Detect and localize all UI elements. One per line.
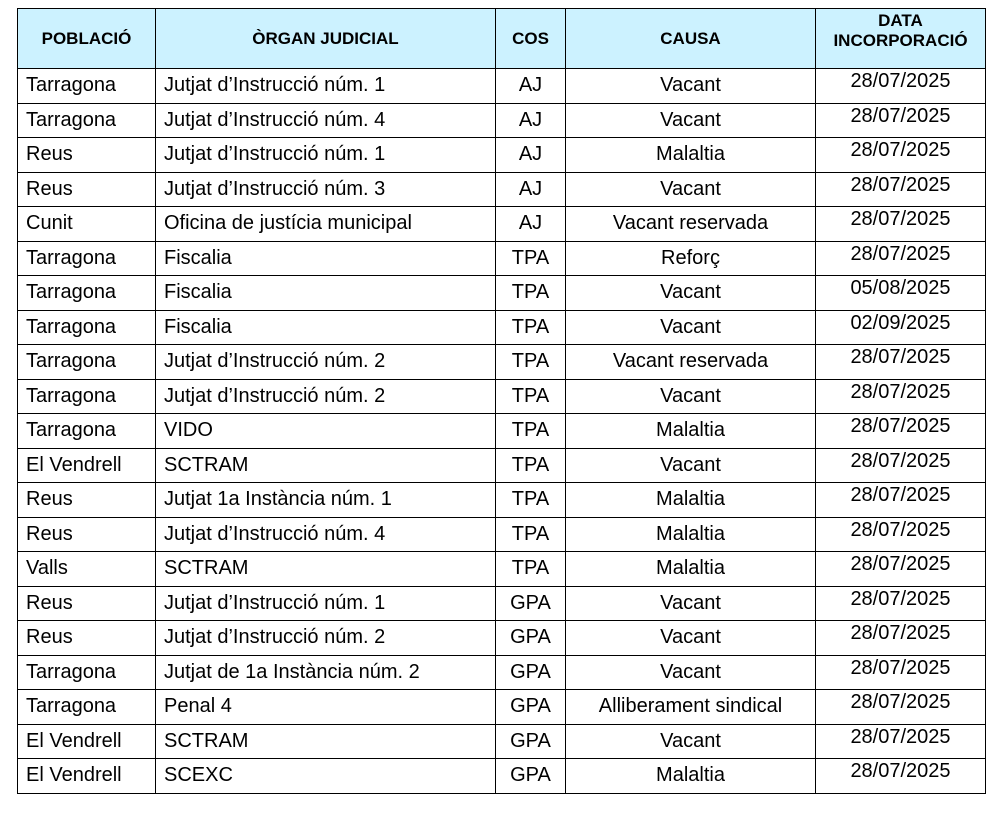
cell-cos: TPA xyxy=(496,517,566,552)
cell-cos: TPA xyxy=(496,310,566,345)
cell-cos: TPA xyxy=(496,448,566,483)
cell-causa: Vacant xyxy=(566,276,816,311)
table-row xyxy=(18,655,986,690)
cell-data: 28/07/2025 xyxy=(816,172,986,207)
cell-causa: Reforç xyxy=(566,241,816,276)
cell-poblacio: El Vendrell xyxy=(18,448,156,483)
table-row xyxy=(18,586,986,621)
cell-poblacio: Tarragona xyxy=(18,69,156,104)
cell-data: 28/07/2025 xyxy=(816,483,986,518)
cell-causa: Malaltia xyxy=(566,138,816,173)
cell-poblacio: Valls xyxy=(18,552,156,587)
cell-organ: Oficina de justícia municipal xyxy=(156,207,496,242)
cell-cos: TPA xyxy=(496,379,566,414)
cell-data: 28/07/2025 xyxy=(816,759,986,794)
cell-data: 05/08/2025 xyxy=(816,276,986,311)
cell-poblacio: Reus xyxy=(18,517,156,552)
cell-organ: Jutjat d’Instrucció núm. 4 xyxy=(156,517,496,552)
cell-causa: Vacant reservada xyxy=(566,207,816,242)
header-poblacio: POBLACIÓ xyxy=(18,9,156,69)
cell-causa: Vacant xyxy=(566,103,816,138)
header-data-line1: DATA xyxy=(878,11,923,30)
cell-organ: Jutjat d’Instrucció núm. 1 xyxy=(156,138,496,173)
cell-data: 28/07/2025 xyxy=(816,379,986,414)
cell-causa: Vacant xyxy=(566,379,816,414)
cell-cos: TPA xyxy=(496,414,566,449)
cell-organ: Jutjat d’Instrucció núm. 4 xyxy=(156,103,496,138)
cell-data: 28/07/2025 xyxy=(816,103,986,138)
cell-cos: TPA xyxy=(496,241,566,276)
cell-causa: Vacant xyxy=(566,621,816,656)
cell-organ: Fiscalia xyxy=(156,276,496,311)
cell-data: 28/07/2025 xyxy=(816,655,986,690)
table-row xyxy=(18,448,986,483)
cell-causa: Vacant xyxy=(566,586,816,621)
cell-causa: Vacant xyxy=(566,724,816,759)
table-row xyxy=(18,724,986,759)
header-data-line2: INCORPORACIÓ xyxy=(833,31,968,50)
cell-poblacio: Tarragona xyxy=(18,345,156,380)
cell-cos: GPA xyxy=(496,655,566,690)
cell-cos: AJ xyxy=(496,138,566,173)
table-row xyxy=(18,138,986,173)
cell-data: 28/07/2025 xyxy=(816,138,986,173)
cell-causa: Alliberament sindical xyxy=(566,690,816,725)
table-row xyxy=(18,414,986,449)
cell-cos: TPA xyxy=(496,345,566,380)
cell-data: 28/07/2025 xyxy=(816,414,986,449)
table-row xyxy=(18,345,986,380)
cell-poblacio: Reus xyxy=(18,138,156,173)
vacancies-table xyxy=(17,8,986,794)
cell-cos: GPA xyxy=(496,724,566,759)
cell-data: 28/07/2025 xyxy=(816,345,986,380)
header-organ: ÒRGAN JUDICIAL xyxy=(156,9,496,69)
cell-organ: Jutjat de 1a Instància núm. 2 xyxy=(156,655,496,690)
cell-causa: Vacant xyxy=(566,69,816,104)
cell-organ: VIDO xyxy=(156,414,496,449)
table-row xyxy=(18,103,986,138)
cell-data: 28/07/2025 xyxy=(816,552,986,587)
table-row xyxy=(18,690,986,725)
cell-organ: Jutjat d’Instrucció núm. 2 xyxy=(156,345,496,380)
cell-data: 28/07/2025 xyxy=(816,207,986,242)
cell-causa: Malaltia xyxy=(566,517,816,552)
header-data xyxy=(816,9,986,69)
cell-poblacio: Tarragona xyxy=(18,379,156,414)
cell-poblacio: Tarragona xyxy=(18,690,156,725)
cell-poblacio: Tarragona xyxy=(18,310,156,345)
cell-cos: TPA xyxy=(496,552,566,587)
cell-poblacio: Reus xyxy=(18,586,156,621)
cell-organ: SCTRAM xyxy=(156,448,496,483)
cell-poblacio: Tarragona xyxy=(18,655,156,690)
table-row xyxy=(18,759,986,794)
cell-organ: Fiscalia xyxy=(156,310,496,345)
cell-causa: Vacant xyxy=(566,448,816,483)
cell-organ: SCTRAM xyxy=(156,724,496,759)
table-row xyxy=(18,621,986,656)
cell-causa: Malaltia xyxy=(566,414,816,449)
cell-poblacio: El Vendrell xyxy=(18,724,156,759)
cell-poblacio: El Vendrell xyxy=(18,759,156,794)
header-row xyxy=(18,9,986,69)
cell-causa: Vacant xyxy=(566,172,816,207)
cell-data: 28/07/2025 xyxy=(816,690,986,725)
table-row xyxy=(18,241,986,276)
cell-cos: AJ xyxy=(496,207,566,242)
cell-cos: AJ xyxy=(496,103,566,138)
header-causa: CAUSA xyxy=(566,9,816,69)
cell-data: 02/09/2025 xyxy=(816,310,986,345)
table-row xyxy=(18,69,986,104)
cell-poblacio: Tarragona xyxy=(18,414,156,449)
cell-data: 28/07/2025 xyxy=(816,586,986,621)
cell-causa: Malaltia xyxy=(566,759,816,794)
cell-cos: GPA xyxy=(496,690,566,725)
cell-cos: GPA xyxy=(496,621,566,656)
cell-cos: AJ xyxy=(496,172,566,207)
cell-data: 28/07/2025 xyxy=(816,241,986,276)
cell-organ: Jutjat d’Instrucció núm. 1 xyxy=(156,586,496,621)
cell-causa: Malaltia xyxy=(566,483,816,518)
table-row xyxy=(18,207,986,242)
cell-organ: Jutjat 1a Instància núm. 1 xyxy=(156,483,496,518)
cell-data: 28/07/2025 xyxy=(816,517,986,552)
cell-poblacio: Tarragona xyxy=(18,241,156,276)
cell-poblacio: Reus xyxy=(18,621,156,656)
cell-data: 28/07/2025 xyxy=(816,448,986,483)
table-row xyxy=(18,172,986,207)
cell-organ: SCTRAM xyxy=(156,552,496,587)
cell-poblacio: Reus xyxy=(18,172,156,207)
cell-data: 28/07/2025 xyxy=(816,621,986,656)
cell-causa: Vacant xyxy=(566,310,816,345)
cell-cos: AJ xyxy=(496,69,566,104)
cell-cos: GPA xyxy=(496,586,566,621)
cell-organ: Jutjat d’Instrucció núm. 1 xyxy=(156,69,496,104)
header-cos: COS xyxy=(496,9,566,69)
table-row xyxy=(18,379,986,414)
table-row xyxy=(18,483,986,518)
cell-causa: Malaltia xyxy=(566,552,816,587)
cell-organ: Penal 4 xyxy=(156,690,496,725)
cell-organ: Fiscalia xyxy=(156,241,496,276)
cell-causa: Vacant xyxy=(566,655,816,690)
table-row xyxy=(18,552,986,587)
cell-cos: GPA xyxy=(496,759,566,794)
table-row xyxy=(18,517,986,552)
cell-poblacio: Reus xyxy=(18,483,156,518)
cell-organ: Jutjat d’Instrucció núm. 2 xyxy=(156,379,496,414)
cell-poblacio: Tarragona xyxy=(18,103,156,138)
cell-poblacio: Cunit xyxy=(18,207,156,242)
cell-organ: Jutjat d’Instrucció núm. 3 xyxy=(156,172,496,207)
cell-cos: TPA xyxy=(496,483,566,518)
cell-data: 28/07/2025 xyxy=(816,724,986,759)
cell-organ: Jutjat d’Instrucció núm. 2 xyxy=(156,621,496,656)
cell-causa: Vacant reservada xyxy=(566,345,816,380)
cell-data: 28/07/2025 xyxy=(816,69,986,104)
cell-organ: SCEXC xyxy=(156,759,496,794)
table-row xyxy=(18,276,986,311)
cell-cos: TPA xyxy=(496,276,566,311)
table-row xyxy=(18,310,986,345)
cell-poblacio: Tarragona xyxy=(18,276,156,311)
